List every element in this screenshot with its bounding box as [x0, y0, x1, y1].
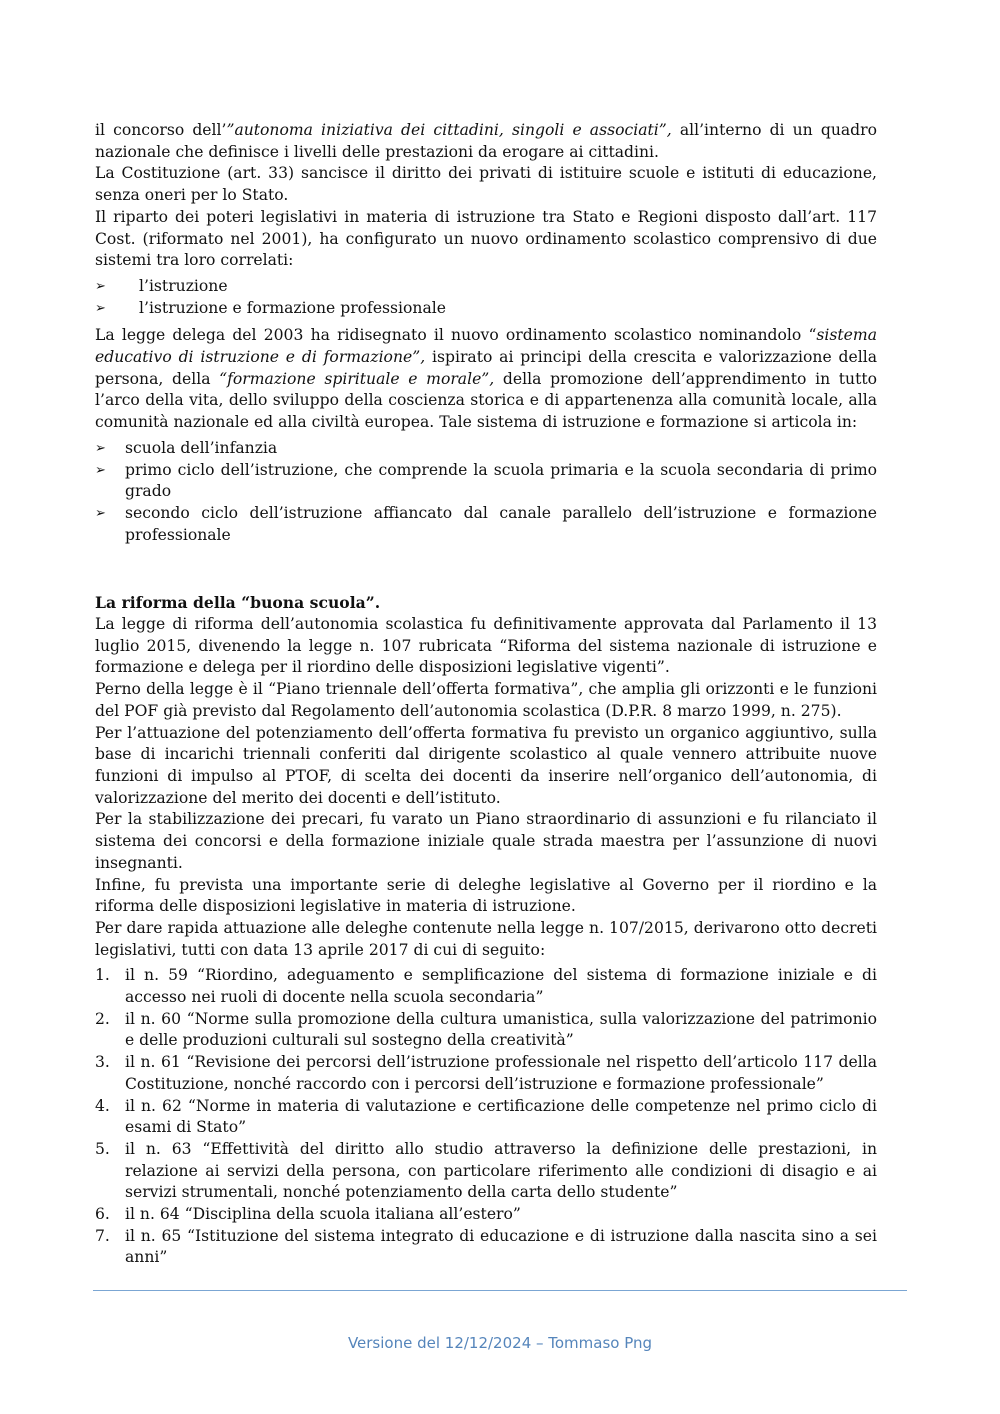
list-item-text: primo ciclo dell’istruzione, che comprende la scuola primaria e la scuola secondaria di primo grado [125, 460, 877, 501]
list-item [95, 298, 877, 320]
list-number: 2. [95, 1009, 110, 1028]
list-sistemi [95, 276, 877, 319]
list-number: 6. [95, 1205, 110, 1224]
paragraph-costituzione: La Costituzione (art. 33) sancisce il diritto dei privati di istituire scuole e istituti di educazione, senza oneri per lo Stato. [95, 164, 877, 205]
arrow-bullet-icon: ➢ [95, 462, 106, 478]
text-run: all’interno di un quadro nazionale che definisce i livelli delle prestazioni da erogare ai cittadini. [95, 121, 877, 161]
list-item [95, 1052, 877, 1095]
list-item-text: il n. 64 “Disciplina della scuola italiana all’estero” [125, 1205, 521, 1224]
list-item [95, 1226, 877, 1269]
arrow-bullet-icon: ➢ [95, 278, 106, 294]
paragraph-decreti-intro: Per dare rapida attuazione alle deleghe contenute nella legge n. 107/2015, derivarono otto decreti legislativi, tutti con data 13 aprile 2017 di cui di seguito: [95, 918, 877, 959]
list-number: 1. [95, 966, 110, 985]
list-decreti [95, 965, 877, 1269]
list-item-text: l’istruzione [139, 276, 228, 295]
list-item [95, 438, 877, 460]
paragraph-potenziamento: Per l’attuazione del potenziamento dell’offerta formativa fu previsto un organico aggiuntivo, sulla base di incarichi triennali conferiti dal dirigente scolastico al quale vennero attribuite nuove funzioni di impulso al PTOF, di scelta dei docenti da inserire nell’organico dell’autonomia, di valorizzazione del merito dei docenti e dell’istituto. [95, 723, 877, 807]
list-item [95, 1096, 877, 1139]
paragraph-ptof: Perno della legge è il “Piano triennale dell’offerta formativa”, che amplia gli orizzonti e le funzioni del POF già previsto dal Regolamento dell’autonomia scolastica (D.P.R. 8 marzo 1999, n. 275). [95, 680, 877, 720]
list-item [95, 460, 877, 503]
text-run: ispirato ai principi della crescita e valorizzazione della persona, della [95, 348, 877, 388]
list-item [95, 1204, 877, 1226]
arrow-bullet-icon: ➢ [95, 300, 106, 316]
list-item-text: scuola dell’infanzia [125, 438, 278, 457]
page-body [95, 120, 877, 1272]
list-item [95, 276, 877, 298]
text-run: il concorso dell’ [95, 121, 227, 139]
paragraph-riparto-poteri: Il riparto dei poteri legislativi in materia di istruzione tra Stato e Regioni disposto dall’art. 117 Cost. (riformato nel 2001), ha configurato un nuovo ordinamento scolastico comprensivo di due sistemi tra loro correlati: [95, 207, 877, 270]
quote-autonoma-iniziativa: ”autonoma iniziativa dei cittadini, singoli e associati”, [226, 121, 672, 139]
list-item [95, 1139, 877, 1204]
paragraph-riforma-approvata: La legge di riforma dell’autonomia scolastica fu definitivamente approvata dal Parlamento il 13 luglio 2015, divenendo la legge n. 107 rubricata “Riforma del sistema nazionale di istruzione e formazione e delega per il riordino delle disposizioni legislative vigenti”. [95, 615, 877, 677]
list-item-text: il n. 63 “Effettività del diritto allo studio attraverso la definizione delle prestazioni, in relazione ai servizi della persona, con particolare riferimento alle condizioni di disagio e ai servizi strumentali, nonché potenziamento della carta dello studente” [125, 1139, 877, 1202]
section-heading: La riforma della “buona scuola”. [95, 593, 381, 613]
list-item-text: l’istruzione e formazione professionale [139, 298, 446, 317]
list-number: 7. [95, 1226, 110, 1245]
list-number: 3. [95, 1053, 110, 1072]
list-item-text: il n. 60 “Norme sulla promozione della cultura umanistica, sulla valorizzazione del patrimonio e delle produzioni culturali sul sostegno della creatività” [125, 1009, 877, 1050]
list-item-text: il n. 65 “Istituzione del sistema integrato di educazione e di istruzione dalla nascita sino a sei anni” [125, 1226, 877, 1267]
paragraph-concorso [95, 120, 877, 163]
paragraph-deleghe: Infine, fu prevista una importante serie di deleghe legislative al Governo per il riordino e la riforma delle disposizioni legislative in materia di istruzione. [95, 875, 877, 916]
list-item-text: il n. 62 “Norme in materia di valutazione e certificazione delle competenze nel primo ciclo di esami di Stato” [125, 1096, 877, 1137]
list-item [95, 965, 877, 1008]
list-item-text: il n. 61 “Revisione dei percorsi dell’istruzione professionale nel rispetto dell’articolo 117 della Costituzione, nonché raccordo con i percorsi dell’istruzione e formazione professionale” [125, 1053, 877, 1093]
text-run: della promozione dell’apprendimento in tutto l’arco della vita, dello sviluppo della coscienza storica e di appartenenza alla comunità locale, alla comunità nazionale ed alla civiltà europea. Tale sistema di istruzione e formazione si articola in: [95, 369, 878, 432]
list-item [95, 503, 877, 546]
arrow-bullet-icon: ➢ [95, 505, 106, 521]
list-number: 4. [95, 1096, 110, 1115]
arrow-bullet-icon: ➢ [95, 440, 106, 456]
text-run: La legge delega del 2003 ha ridisegnato il nuovo ordinamento scolastico nominandolo “ [95, 326, 817, 345]
quote-formazione-spirituale: “formazione spirituale e morale”, [219, 369, 495, 388]
paragraph-legge-delega [95, 325, 877, 434]
list-item [95, 1009, 877, 1052]
page-footer: Versione del 12/12/2024 – Tommaso Png [347, 1334, 653, 1352]
list-item-text: il n. 59 “Riordino, adeguamento e semplificazione del sistema di formazione iniziale e di accesso nei ruoli di docente nella scuola secondaria” [125, 966, 877, 1007]
quote-sistema-educativo: sistema educativo di istruzione e di formazione”, [95, 326, 877, 367]
paragraph-precari: Per la stabilizzazione dei precari, fu varato un Piano straordinario di assunzioni e fu rilanciato il sistema dei concorsi e della formazione iniziale quale strada maestra per l’assunzione di nuovi insegnanti. [95, 810, 877, 872]
list-number: 5. [95, 1139, 110, 1158]
list-articolazione [95, 438, 877, 547]
footer-divider [93, 1290, 907, 1291]
list-item-text: secondo ciclo dell’istruzione affiancato dal canale parallelo dell’istruzione e formazione professionale [125, 503, 877, 544]
